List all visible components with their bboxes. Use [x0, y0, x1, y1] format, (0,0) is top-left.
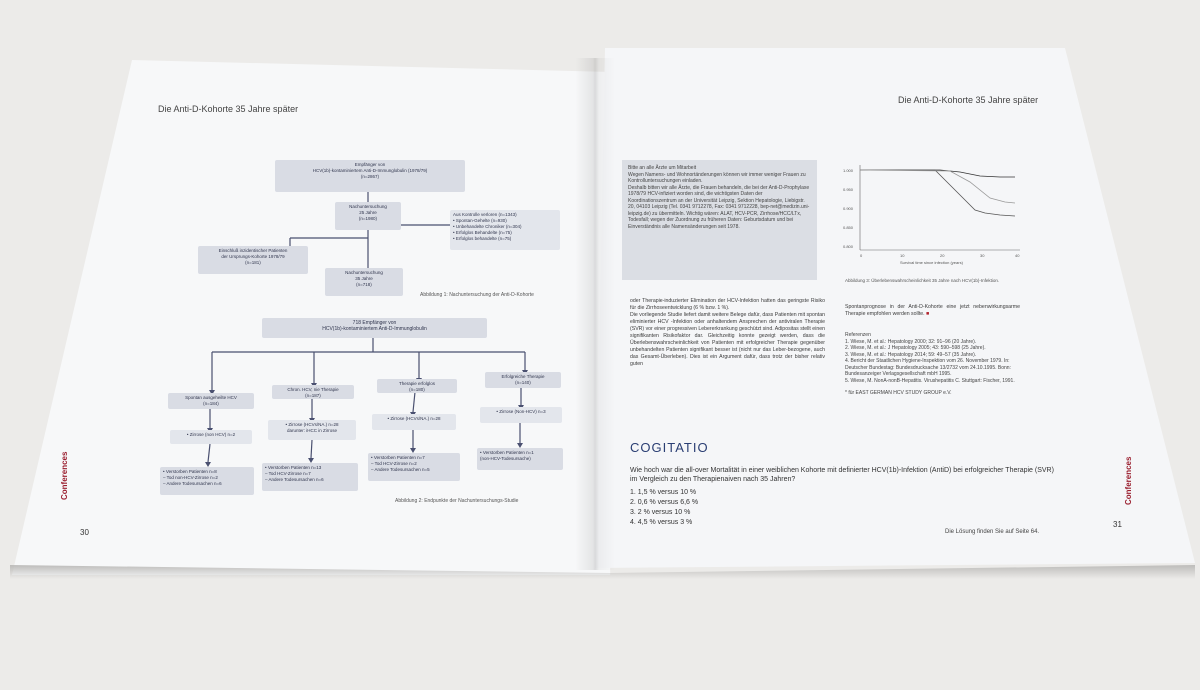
col2-head-line1: Chron. HCV, nie Therapie: [287, 387, 339, 392]
reference-item: 1. Wiese, M. et al.: Hepatology 2000; 32: 91–96 (20 Jahre).: [845, 338, 977, 345]
col2-end-line2: – Tod HCV-Zirrose n=7: [265, 471, 311, 476]
xtick-0: 0: [860, 253, 863, 258]
col4-mid-line1: • Zirrose (Non-HCV) n=3: [496, 409, 546, 414]
flow-excluded-line1: Aus Kontrolle verloren (n=1343): [453, 212, 517, 217]
figure-3-caption: Abbildung 3: Überlebenswahrscheinlichkeit 35 Jahre nach HCV(1b)-Infektion.: [845, 278, 1000, 283]
ytick-4: 0.800: [843, 244, 854, 249]
answer-option: 3. 2 % versus 10 %: [630, 509, 691, 516]
col4-end-line2: (non-HCV-Todesursache): [480, 456, 531, 461]
flow-included-line3: (n=181): [245, 260, 261, 265]
reference-item: 5. Wiese, M. NonA-nonB-Hepatitis. Virushepatitis C. Stuttgart: Fischer, 1991.: [845, 377, 1015, 384]
figure-1-caption: Abbildung 1: Nachuntersuchung der Anti-D-Kohorte: [420, 292, 534, 298]
cogitatio-heading: COGITATIO: [630, 440, 709, 455]
flow2-col1-mid: [170, 430, 252, 444]
flow-excluded-line2: • Spontan-Gehelte (n=930): [453, 218, 507, 223]
answer-option: 2. 0,6 % versus 6,6 %: [630, 499, 699, 506]
col3-end-line1: • Verstorben Patienten n=7: [371, 455, 425, 460]
col4-end-line1: • Verstorben Patienten n=1: [480, 450, 534, 455]
flow-root-box: [275, 160, 465, 192]
flow-followup-box: [335, 202, 401, 230]
references-title: Referenzen: [845, 332, 871, 338]
xtick-1: 10: [900, 253, 905, 258]
flow2-col3-end: [368, 453, 460, 481]
flow-followup-line3: (n=1980): [358, 216, 378, 221]
body-column-2-text: Spontanprognose in der Anti-D-Kohorte eine jetzt nebenwirkungsarme Therapie empfohlen werden sollte.: [845, 304, 1020, 317]
flow2-col2-mid: [268, 420, 356, 440]
survival-chart-svg: [840, 160, 1030, 275]
col2-end-line3: – Andere Todesursachen n=6: [265, 477, 324, 482]
col4-head-line1: Erfolgreiche Therapie: [501, 374, 545, 379]
flow2-root-box: [262, 318, 487, 338]
flow2-root-line1: 718 Empfänger von: [352, 320, 397, 326]
flow-followup-line2: 25 Jahre: [359, 210, 377, 215]
flow2-col1-end: [160, 467, 254, 495]
survival-curve-spontaneous: [860, 170, 1015, 203]
footnote: * für EAST GERMAN HCV STUDY GROUP e.V.: [845, 390, 952, 396]
col2-end-line1: • Verstorben Patienten n=13: [265, 465, 322, 470]
col2-head-line2: (n=187): [305, 393, 321, 398]
col1-head-line2: (n=184): [203, 401, 219, 406]
body-column-1: oder Therapie-induzierter Elimination der HCV-Infektion hatten das geringste Risiko für die Zirrhoseentwicklung (6 % bzw. 1 %). Die vorliegende Studie liefert damit weitere Belege dafür, dass Patienten mit spontan eliminierter HCV -Infektion oder anhaltendem Ansprechen der antiviralen Therapie (SVR) vor einer progressiven Lebererkrankung geschützt sind. Adipositas stellt einen signifikanten Risikofaktor dar. Gleichzeitig konnte gezeigt werden, dass die Überlebenswahrscheinlichkeit von Patienten mit erfolgreicher Therapie gegenüber unbehandelten Patienten signifikant besser ist (nicht nur das Leber-bezogene, auch das Gesamt-Überleben). Dies ist ein Argument dafür, dass trotz der bisher relativ guten: [630, 298, 825, 367]
figure-2-caption: Abbildung 2: Endpunkte der Nachuntersuchungs-Studie: [395, 498, 519, 504]
body-column-2: [845, 304, 1020, 328]
flow-excluded-line3: • Unbehandelte Chroniker (n=304): [453, 224, 522, 229]
reference-item: 3. Wiese, M. et al.: Hepatology 2014; 59: 49–57 (35 Jahre).: [845, 351, 977, 358]
col2-mid-line2: darunter: iHCC in Zirrose: [286, 428, 337, 433]
col1-end-line1: • Verstorben Patienten n=8: [163, 469, 217, 474]
answer-option: 1. 1,5 % versus 10 %: [630, 489, 697, 496]
flow2-col2-head: [272, 385, 354, 399]
flow2-root-line2: HCV(1b)-kontaminiertem Anti-D-Immunglobulin: [322, 326, 427, 332]
reference-item: 4. Bericht der Staatlichen Hygiene-Inspektion vom 26. November 1979. In: Deutscher Bundestag: Bundesdrucksache 13/2732 vom 24.10.1995. Bonn: Bundesanzeiger Verlagsgesellschaft mbH 1995.: [845, 358, 1011, 377]
col1-head-line1: Spontan ausgeheilte HCV: [185, 395, 237, 400]
col3-head-line2: (n=180): [409, 387, 425, 392]
right-page-number: 31: [1113, 520, 1122, 529]
xtick-2: 20: [940, 253, 945, 258]
flow2-col4-head: [485, 372, 561, 388]
flow-root-line1: Empfänger von: [354, 162, 386, 167]
flow-root-line2: HCV(1b)-kontaminiertem Anti-D-Immunglobulin (1978/79): [312, 168, 428, 173]
col1-mid-line1: • Zirrose (non HCV) n=2: [186, 432, 236, 437]
flow2-col4-end: [477, 448, 563, 470]
right-running-head: Die Anti-D-Kohorte 35 Jahre später: [898, 95, 1039, 105]
chart-xlabel: Survival time since infection (years): [900, 260, 963, 265]
end-mark-icon: ■: [926, 311, 930, 317]
flow-excluded-box: [450, 210, 560, 250]
flow-followup-line1: Nachuntersuchung: [349, 204, 387, 209]
ytick-1: 0.950: [843, 187, 854, 192]
flow2-col2-end: [262, 463, 358, 491]
flow2-col1-head: [168, 393, 254, 409]
ytick-3: 0.850: [843, 225, 854, 230]
flow-included-line2: der Ursprungs-Kohorte 1978/79: [221, 254, 285, 259]
flow-included-box: [198, 246, 308, 274]
col3-end-line3: – Andere Todesursachen n=5: [371, 467, 430, 472]
survival-chart: [840, 160, 1030, 275]
col1-end-line3: – Andere Todesursachen n=6: [163, 481, 222, 486]
quiz-question: Wie hoch war die all-over Mortalität in einer weiblichen Kohorte mit definierter HCV(1b)-Infektion (AntiD) bei erfolgreicher Therapie (SVR) im Vergleich zu den Therapienaiven nach 35 Jahren?: [630, 467, 1054, 483]
references-list: [845, 332, 1030, 397]
flow2-col3-mid: [372, 414, 456, 430]
flow2-col3-head: [377, 379, 457, 393]
ytick-0: 1.000: [843, 168, 854, 173]
flow2-col4-mid: [480, 407, 562, 423]
quiz-answers: [630, 488, 698, 528]
answer-option: 4. 4,5 % versus 3 %: [630, 519, 693, 526]
col1-end-line2: – Tod non-HCV-Zirrose n=2: [163, 475, 218, 480]
left-running-head: Die Anti-D-Kohorte 35 Jahre später: [158, 104, 299, 114]
info-box: Bitte an alle Ärzte um Mitarbeit Wegen Namens- und Wohnortänderungen können wir immer weniger Frauen zu Kontrolluntersuchungen einladen. Deshalb bitten wir alle Ärzte, die Frauen behandeln, die bei der Anti-D-Prophylaxe 1978/79 HCV-infiziert worden sind, die wichtigsten Daten der Koordinationszentrum an der Universität Leipzig, Sektion Hepatologie, Liebigstr. 20, 04103 Leipzig (Tel. 0341 9712278, Fax: 0341 9712228, bep-net@medizin.uni-leipzig.de) zu übermitteln. Wichtig wären: ALAT, HCV-PCR, Zirrhose/HCC/LTx, Todesfall; wegen der Zuordnung zu früheren Daten: Geburtsdatum und bei Einverständnis alle Namensänderungen seit 1978.: [622, 160, 817, 280]
left-side-tab: Conferences: [60, 451, 69, 500]
flow-excluded-line4: • Erfolglos Behandelte (n=75): [453, 230, 512, 235]
flow-root-line3: (n=2867): [360, 174, 380, 179]
col3-mid-line1: • Zirrose (HCVs/NA.) n=28: [387, 416, 441, 421]
col3-head-line1: Therapie erfolglos: [398, 381, 436, 386]
left-page-number: 30: [80, 528, 89, 537]
flow-included-line1: Einschluß inzidentischer Patienten: [218, 248, 288, 253]
flow-final-box: [325, 268, 403, 296]
xtick-4: 40: [1015, 253, 1020, 258]
col4-head-line2: (n=140): [515, 380, 531, 385]
col3-end-line2: – Tod HCV-Zirrose n=2: [371, 461, 417, 466]
solution-note: Die Lösung finden Sie auf Seite 64.: [945, 529, 1040, 535]
xtick-3: 30: [980, 253, 985, 258]
flow-final-line3: (n=718): [356, 282, 372, 287]
ytick-2: 0.900: [843, 206, 854, 211]
col2-mid-line1: • Zirrose (HCVs/NA.) n=28: [285, 422, 339, 427]
flow-final-line2: 35 Jahre: [355, 276, 373, 281]
flow-excluded-line5: • Erfolglos behandelte (n=75): [453, 236, 512, 241]
reference-item: 2. Wiese, M. et al.: J Hepatology 2005; 43: 590–598 (25 Jahre).: [845, 345, 986, 351]
flow-final-line1: Nachuntersuchung: [345, 270, 383, 275]
right-side-tab: Conferences: [1124, 456, 1133, 505]
